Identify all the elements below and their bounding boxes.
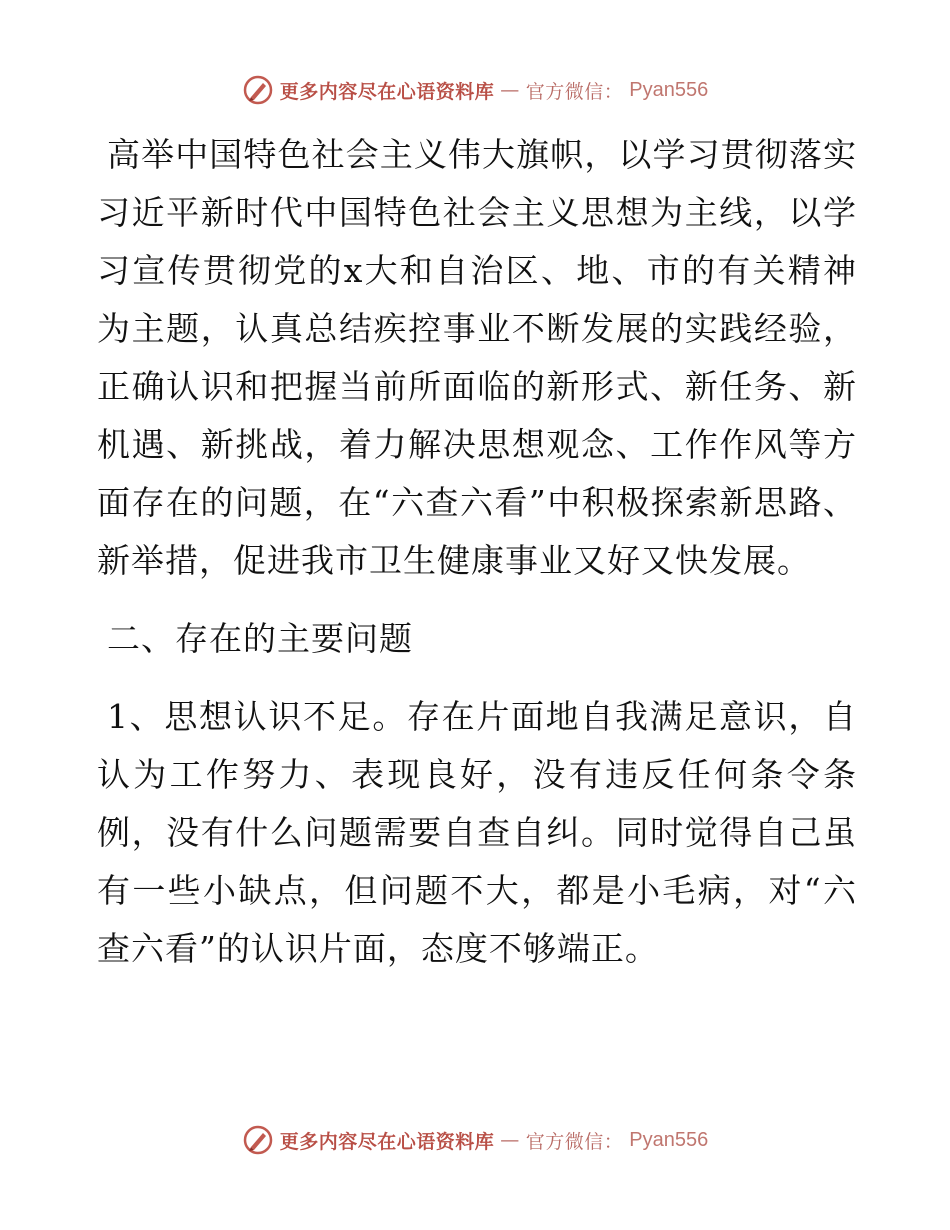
watermark-label: 官方微信： [525,1130,624,1153]
watermark-wechat-id: Pyan556 [629,1128,709,1151]
watermark-dash: — [500,79,520,101]
header-watermark [0,70,950,110]
watermark-dash: — [500,1129,520,1151]
watermark-site-text: 更多内容尽在心语资料库 [279,1130,495,1153]
watermark-wechat-id: Pyan556 [629,78,709,101]
paragraph-issue-1: 1、思想认识不足。存在片面地自我满足意识，自认为工作努力、表现良好，没有违反任何条令条例，没有什么问题需要自查自纠。同时觉得自己虽有一些小缺点，但问题不大，都是小毛病，对“六查六看”的认识片面，态度不够端正。 [97,697,857,968]
pen-logo-icon [242,74,274,106]
paragraph-intro: 高举中国特色社会主义伟大旗帜，以学习贯彻落实习近平新时代中国特色社会主义思想为主线，以学习宣传贯彻党的x大和自治区、地、市的有关精神为主题，认真总结疾控事业不断发展的实践经验，正确认识和把握当前所面临的新形式、新任务、新机遇、新挑战，着力解决思想观念、工作作风等方面存在的问题，在“六查六看”中积极探索新思路、新举措，促进我市卫生健康事业又好又快发展。 [97,135,857,580]
watermark-site-text: 更多内容尽在心语资料库 [279,80,495,103]
footer-watermark [0,1120,950,1160]
section-heading: 二、存在的主要问题 [107,619,413,658]
watermark-label: 官方微信： [525,80,624,103]
document-body [97,126,857,998]
pen-logo-icon [242,1124,274,1156]
